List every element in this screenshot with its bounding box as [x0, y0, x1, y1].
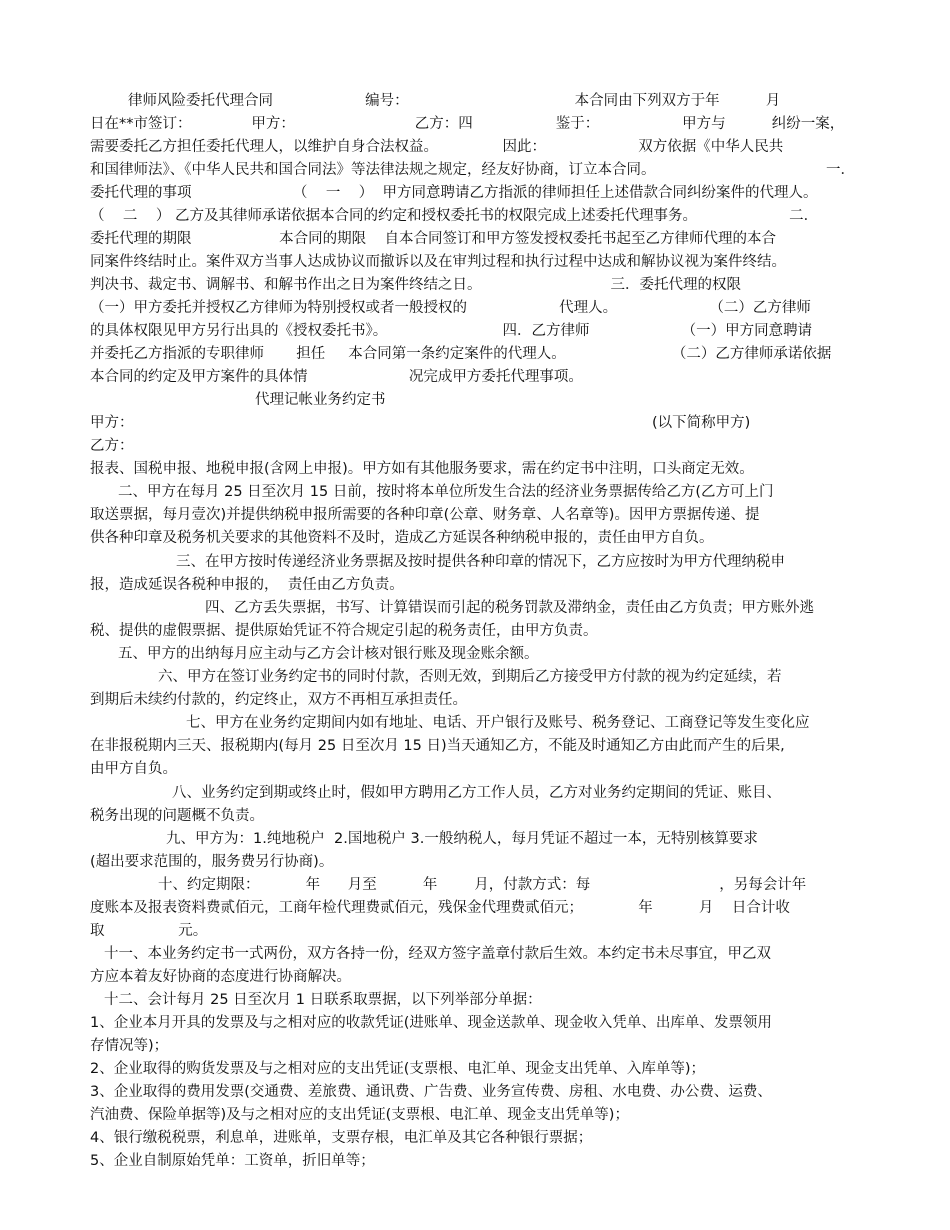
text-line: 日在**市签订： 甲方： 乙方：四 鉴于： 甲方与 纠纷一案， [90, 116, 845, 132]
text-line: 委托代理的事项 （ 一 ） 甲方同意聘请乙方指派的律师担任上述借款合同纠纷案件的代理人。 [90, 185, 818, 201]
clause-7: 七、甲方在业务约定期间内如有地址、电话、开户银行及账号、税务登记、工商登记等发生变化应 [186, 715, 810, 731]
list-item: 3、企业取得的费用发票(交通费、差旅费、通讯费、广告费、业务宣传费、房租、水电费、办公费、运费、 [90, 1084, 772, 1100]
agreement-title: 代理记帐业务约定书 [255, 392, 386, 408]
text-line: 取 元。 [90, 923, 208, 939]
text-line: （一）甲方委托并授权乙方律师为特别授权或者一般授权的 代理人。 （二）乙方律师 [90, 300, 811, 316]
text-line: 方应本着友好协商的态度进行协商解决。 [90, 969, 351, 985]
text-line: 的具体权限见甲方另行出具的《授权委托书》。 四．乙方律师 （一）甲方同意聘请 [90, 323, 813, 339]
text-line: 本合同的约定及甲方案件的具体情 况完成甲方委托代理事项。 [90, 369, 583, 385]
text-line: 同案件终结时止。案件双方当事人达成协议而撤诉以及在审判过程和执行过程中达成和解协议视为案件终结。 [90, 254, 786, 270]
text-line: 取送票据，每月壹次)并提供纳税申报所需要的各种印章(公章、财务章、人名章等)。因甲方票据传递、提 [90, 507, 760, 523]
list-item: 2、企业取得的购货发票及与之相对应的支出凭证(支票根、电汇单、现金支出凭单、入库单等)； [90, 1061, 706, 1077]
text-line: 委托代理的期限 本合同的期限 自本合同签订和甲方签发授权委托书起至乙方律师代理的本合 [90, 231, 777, 247]
clause-3: 三、在甲方按时传递经济业务票据及按时提供各种印章的情况下，乙方应按时为甲方代理纳税申 [176, 554, 785, 570]
text-line: 度账本及报表资料费贰佰元，工商年检代理费贰佰元，残保金代理费贰佰元； 年 月 日合计收 [90, 900, 790, 916]
party-a-label: 甲方： [90, 415, 134, 431]
clause-6: 六、甲方在签订业务约定书的同时付款，否则无效，到期后乙方接受甲方付款的视为约定延续，若 [158, 669, 782, 685]
text-line: 并委托乙方指派的专职律师 担任 本合同第一条约定案件的代理人。 （二）乙方律师承诺依据 [90, 346, 832, 362]
text-line: (超出要求范围的，服务费另行协商)。 [90, 854, 334, 870]
text-line: 由甲方自负。 [90, 761, 177, 777]
list-item: 1、企业本月开具的发票及与之相对应的收款凭证(进账单、现金送款单、现金收入凭单、出库单、发票领用 [90, 1015, 772, 1031]
clause-9: 九、甲方为：1.纯地税户 2.国地税户 3.一般纳税人，每月凭证不超过一本，无特别核算要求 [166, 831, 758, 847]
text-line: 税务出现的问题概不负责。 [90, 808, 264, 824]
contract-title-line: 律师风险委托代理合同 编号： 本合同由下列双方于年 月 [128, 93, 781, 109]
party-b-label: 乙方： [90, 438, 134, 454]
text-line: 报表、国税申报、地税申报(含网上申报)。甲方如有其他服务要求，需在约定书中注明，口头商定无效。 [90, 461, 754, 477]
text-line: 和国律师法》、《中华人民共和国合同法》等法律法规之规定，经友好协商，订立本合同。 一． [90, 162, 856, 178]
text-line: （ 二 ） 乙方及其律师承诺依据本合同的约定和授权委托书的权限完成上述委托代理事务。 二． [90, 208, 819, 224]
text-line: 到期后未续约付款的，约定终止，双方不再相互承担责任。 [90, 692, 467, 708]
text-line: 报，造成延误各税种申报的， 责任由乙方负责。 [90, 577, 404, 593]
clause-4: 四、乙方丢失票据，书写、计算错误而引起的税务罚款及滞纳金，责任由乙方负责；甲方账外逃 [205, 600, 814, 616]
text-line: 汽油费、保险单据等)及与之相对应的支出凭证(支票根、电汇单、现金支出凭单等)； [90, 1107, 629, 1123]
clause-10: 十、约定期限： 年 月至 年 月，付款方式：每 ，另每会计年 [158, 877, 807, 893]
list-item: 4、银行缴税税票，利息单，进账单，支票存根，电汇单及其它各种银行票据； [90, 1130, 593, 1146]
clause-8: 八、业务约定到期或终止时，假如甲方聘用乙方工作人员，乙方对业务约定期间的凭证、账目、 [172, 785, 781, 801]
clause-11: 十一、本业务约定书一式两份，双方各持一份，经双方签字盖章付款后生效。本约定书未尽事宜，甲乙双 [104, 946, 771, 962]
party-a-abbrev: (以下简称甲方) [652, 415, 751, 431]
text-line: 在非报税期内三天、报税期内(每月 25 日至次月 15 日)当天通知乙方，不能及时通知乙方由此而产生的后果, [90, 738, 785, 754]
text-line: 存情况等)； [90, 1038, 169, 1054]
list-item: 5、企业自制原始凭单：工资单，折旧单等； [90, 1153, 375, 1169]
clause-5: 五、甲方的出纳每月应主动与乙方会计核对银行账及现金账余额。 [118, 646, 539, 662]
clause-12: 十二、会计每月 25 日至次月 1 日联系取票据，以下列举部分单据： [104, 992, 542, 1008]
clause-2: 二、甲方在每月 25 日至次月 15 日前，按时将本单位所发生合法的经济业务票据传给乙方(乙方可上门 [118, 484, 774, 500]
text-line: 供各种印章及税务机关要求的其他资料不及时，造成乙方延误各种纳税申报的，责任由甲方自负。 [90, 530, 714, 546]
text-line: 需要委托乙方担任委托代理人，以维护自身合法权益。 因此： 双方依据《中华人民共 [90, 139, 784, 155]
text-line: 税、提供的虚假票据、提供原始凭证不符合规定引起的税务责任，由甲方负责。 [90, 623, 598, 639]
text-line: 判决书、裁定书、调解书、和解书作出之日为案件终结之日。 三．委托代理的权限 [90, 277, 742, 293]
